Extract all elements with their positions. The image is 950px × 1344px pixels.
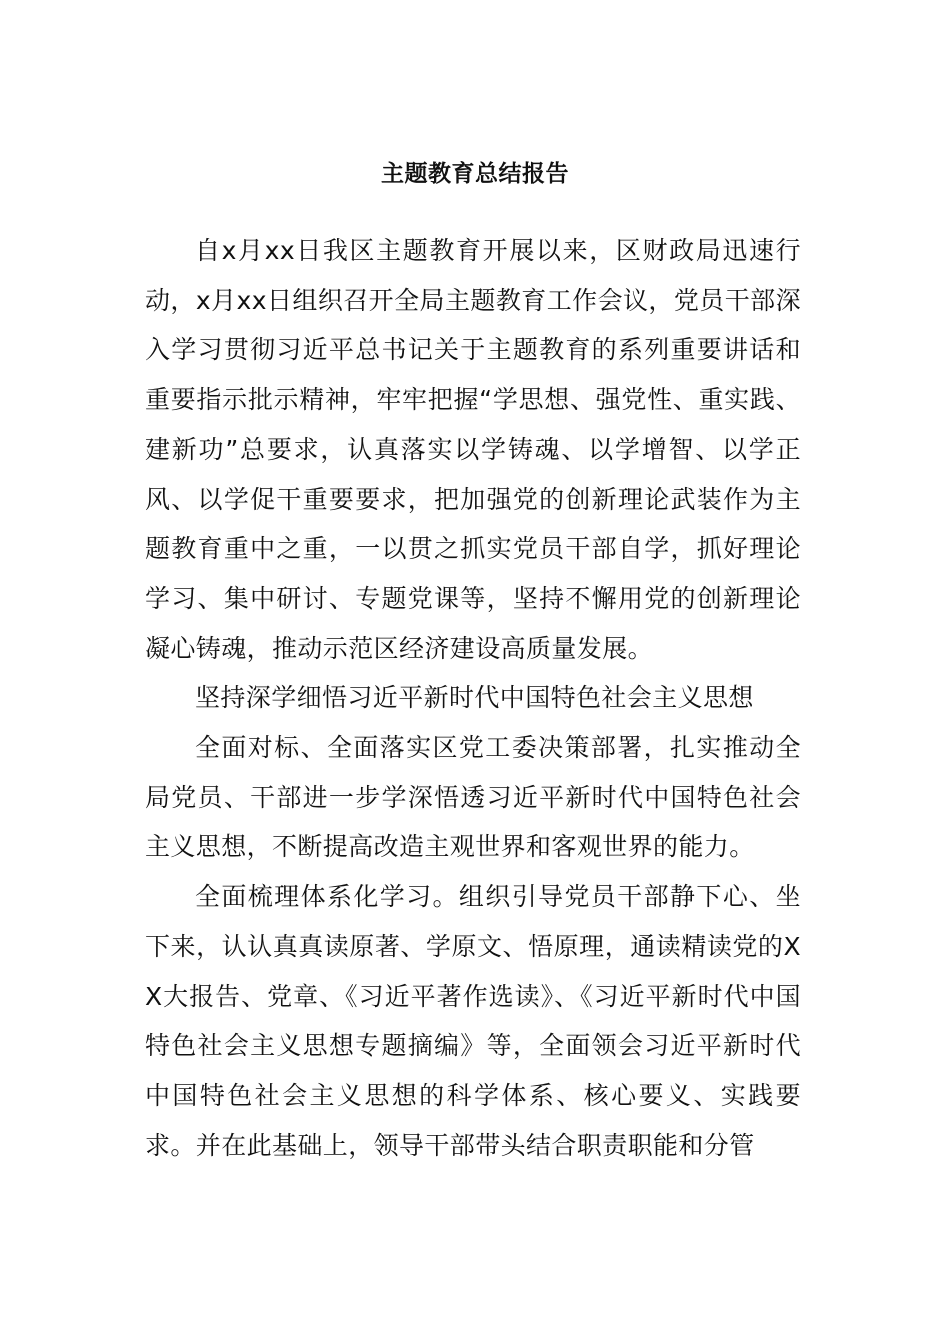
paragraph-intro: 自x月xx日我区主题教育开展以来，区财政局迅速行动，x月xx日组织召开全局主题教育工作会议，党员干部深入学习贯彻习近平总书记关于主题教育的系列重要讲话和重要指示批示精神，牢牢把握“学思想、强党性、重实践、建新功”总要求，认真落实以学铸魂、以学增智、以学正风、以学促干重要要求，把加强党的创新理论武装作为主题教育重中之重，一以贯之抓实党员干部自学，抓好理论学习、集中研讨、专题党课等，坚持不懈用党的创新理论凝心铸魂，推动示范区经济建设高质量发展。 [145,236,801,663]
document-title: 主题教育总结报告 [381,161,569,187]
paragraph-section-heading: 坚持深学细悟习近平新时代中国特色社会主义思想 [195,683,754,713]
paragraph-systematic-study: 全面梳理体系化学习。组织引导党员干部静下心、坐下来，认认真真读原著、学原文、悟原理，通读精读党的XX大报告、党章、《习近平著作选读》、《习近平新时代中国特色社会主义思想专题摘编》等，全面领会习近平新时代中国特色社会主义思想的科学体系、核心要义、实践要求。并在此基础上，领导干部带头结合职责职能和分管 [145,882,801,1160]
paragraph-deployment: 全面对标、全面落实区党工委决策部署，扎实推动全局党员、干部进一步学深悟透习近平新时代中国特色社会主义思想，不断提高改造主观世界和客观世界的能力。 [145,733,801,862]
document-body [145,226,801,1170]
